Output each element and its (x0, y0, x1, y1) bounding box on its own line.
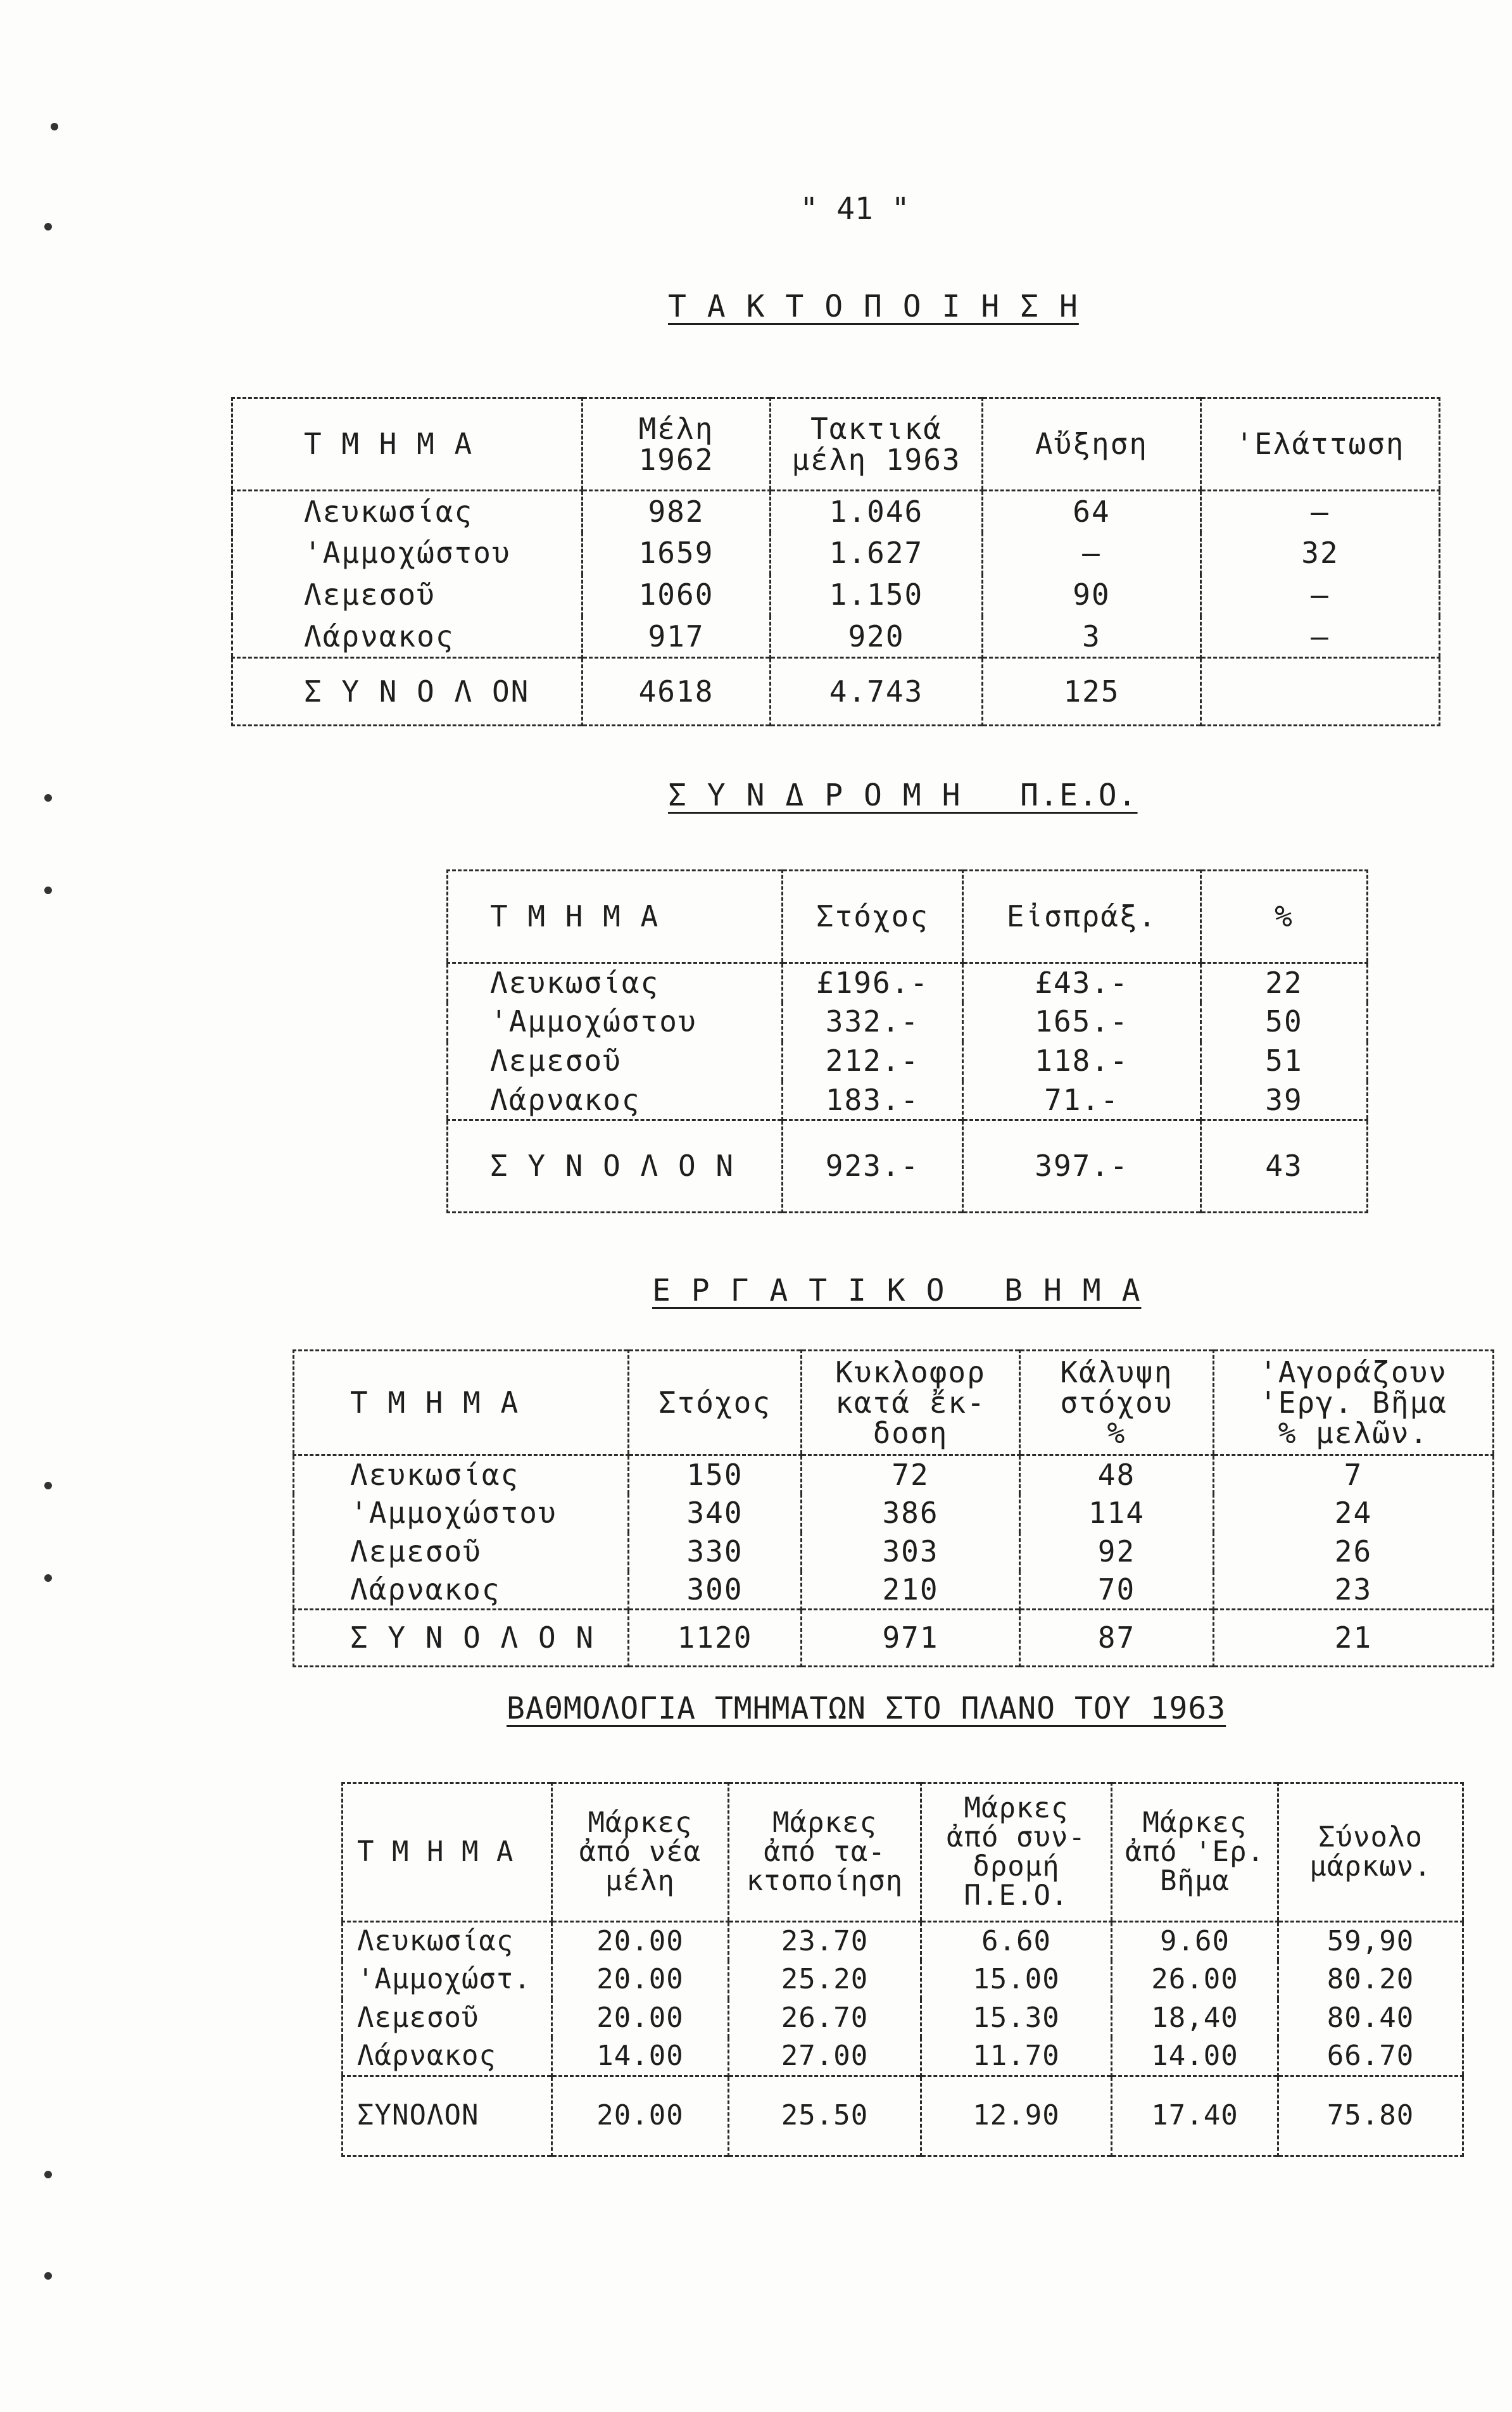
table-cell: 114 (1020, 1494, 1214, 1532)
header-cell: Τ Μ Η Μ Α (232, 398, 583, 491)
table-cell: 26.00 (1112, 1961, 1278, 1999)
header-cell: Εἰσπράξ. (963, 871, 1201, 963)
table-cell: 340 (629, 1494, 802, 1532)
table-cell: 9.60 (1112, 1922, 1278, 1961)
total-cell: 1120 (629, 1610, 802, 1667)
table-row (448, 1002, 1368, 1042)
header-cell: Μάρκες ἀπό 'Ερ. Βῆμα (1112, 1783, 1278, 1922)
table-cell: 51 (1201, 1042, 1368, 1081)
total-label: Σ Υ Ν Ο Λ Ο Ν (448, 1120, 783, 1213)
table-cell: 982 (583, 491, 771, 533)
total-cell: 20.00 (552, 2076, 729, 2156)
table-cell: 23 (1214, 1571, 1494, 1610)
total-cell: 87 (1020, 1610, 1214, 1667)
table-cell: 20.00 (552, 1922, 729, 1961)
header-cell: Στόχος (783, 871, 963, 963)
table-cell: 11.70 (921, 2038, 1112, 2076)
row-label: Λευκωσίας (357, 1924, 514, 1957)
header-cell: 'Αγοράζουν 'Εργ. Βῆμα % μελῶν. (1214, 1351, 1494, 1455)
total-cell: 17.40 (1112, 2076, 1278, 2156)
header-cell: Τ Μ Η Μ Α (294, 1351, 629, 1455)
margin-dot (44, 887, 52, 894)
header-cell: Στόχος (629, 1351, 802, 1455)
table-cell: 70 (1020, 1571, 1214, 1610)
table-row (448, 963, 1368, 1002)
table-cell: 3 (983, 616, 1201, 658)
table-cell: 80.40 (1278, 1999, 1463, 2038)
table-cell: £43.- (963, 963, 1201, 1002)
total-cell: 971 (802, 1610, 1020, 1667)
total-cell: 21 (1214, 1610, 1494, 1667)
table-cell: 90 (983, 574, 1201, 616)
ergatiko-vima-table (293, 1349, 1494, 1667)
table-cell: 14.00 (1112, 2038, 1278, 2076)
total-cell: 12.90 (921, 2076, 1112, 2156)
row-label: 'Αμμοχώστου (350, 1495, 557, 1530)
header-cell: Μάρκες ἀπό νέα μέλη (552, 1783, 729, 1922)
table-cell: 48 (1020, 1455, 1214, 1494)
table-row (343, 1999, 1463, 2038)
table-cell: 1.046 (771, 491, 983, 533)
table-cell: £196.- (783, 963, 963, 1002)
total-row (232, 658, 1440, 726)
table-cell: 6.60 (921, 1922, 1112, 1961)
table-row (232, 491, 1440, 533)
table-cell: 183.- (783, 1081, 963, 1120)
margin-dot (44, 2171, 52, 2178)
table-cell: 15.30 (921, 1999, 1112, 2038)
section-title-taktopoiisi: Τ Α Κ Τ Ο Π Ο Ι Η Σ Η (668, 289, 1079, 324)
table-cell: 80.20 (1278, 1961, 1463, 1999)
table-row (294, 1571, 1494, 1610)
margin-dot (51, 123, 58, 130)
total-label: ΣΥΝΟΛΟΝ (343, 2076, 552, 2156)
total-label: Σ Υ Ν Ο Λ Ο Ν (294, 1610, 629, 1667)
header-cell: Μάρκες ἀπό συν- δρομή Π.Ε.Ο. (921, 1783, 1112, 1922)
section-title-vathmologia: ΒΑΘΜΟΛΟΓΙΑ ΤΜΗΜΑΤΩΝ ΣΤΟ ΠΛΑΝΟ ΤΟΥ 1963 (507, 1691, 1226, 1726)
total-row (448, 1120, 1368, 1213)
margin-dot (44, 2272, 52, 2280)
table-cell: 303 (802, 1532, 1020, 1571)
row-label: 'Αμμοχώστου (490, 1004, 697, 1039)
taktopoiisi-table (231, 397, 1440, 726)
table-cell: 24 (1214, 1494, 1494, 1532)
table-cell: 22 (1201, 963, 1368, 1002)
total-cell: 4618 (583, 658, 771, 726)
total-cell: 25.50 (729, 2076, 921, 2156)
table-cell: 1659 (583, 533, 771, 574)
table-cell: 1.627 (771, 533, 983, 574)
table-cell: 332.- (783, 1002, 963, 1042)
total-cell: 4.743 (771, 658, 983, 726)
total-label: Σ Υ Ν Ο Λ ΟΝ (232, 658, 583, 726)
table-cell: 32 (1201, 533, 1440, 574)
table-cell: 210 (802, 1571, 1020, 1610)
row-label: Λάρνακος (350, 1572, 501, 1607)
table-cell: 330 (629, 1532, 802, 1571)
table-cell: 165.- (963, 1002, 1201, 1042)
row-label: Λευκωσίας (350, 1457, 520, 1492)
table-cell: 212.- (783, 1042, 963, 1081)
table-cell: 920 (771, 616, 983, 658)
table-row (448, 1081, 1368, 1120)
header-cell: Μάρκες ἀπό τα- κτοποίηση (729, 1783, 921, 1922)
syndromi-table (446, 869, 1368, 1213)
table-cell: 72 (802, 1455, 1020, 1494)
row-label: Λεμεσοῦ (357, 2001, 479, 2034)
table-cell: 1060 (583, 574, 771, 616)
table-row (294, 1532, 1494, 1571)
table-cell: 59,90 (1278, 1922, 1463, 1961)
table-row (232, 616, 1440, 658)
table-cell: 26.70 (729, 1999, 921, 2038)
table-cell: 18,40 (1112, 1999, 1278, 2038)
total-cell: 125 (983, 658, 1201, 726)
header-cell: Τ Μ Η Μ Α (448, 871, 783, 963)
table-cell: 92 (1020, 1532, 1214, 1571)
total-cell-empty (1201, 658, 1440, 726)
table-cell: 118.- (963, 1042, 1201, 1081)
table-cell: 300 (629, 1571, 802, 1610)
total-cell: 923.- (783, 1120, 963, 1213)
header-row (232, 398, 1440, 491)
header-row (448, 871, 1368, 963)
header-cell: Τακτικά μέλη 1963 (771, 398, 983, 491)
section-title-syndromi: Σ Υ Ν Δ Ρ Ο Μ Η Π.Ε.Ο. (668, 778, 1138, 813)
table-row (294, 1455, 1494, 1494)
margin-dot (44, 1482, 52, 1489)
row-label: Λεμεσοῦ (350, 1534, 482, 1569)
margin-dot (44, 1574, 52, 1582)
page-number: " 41 " (800, 191, 910, 227)
table-cell: — (1201, 616, 1440, 658)
row-label: Λευκωσίας (304, 495, 474, 529)
total-row (343, 2076, 1463, 2156)
table-cell: 23.70 (729, 1922, 921, 1961)
row-label: 'Αμμοχώστου (304, 536, 511, 571)
row-label: Λάρνακος (304, 619, 455, 654)
table-cell: — (1201, 574, 1440, 616)
row-label: Λεμεσοῦ (304, 578, 436, 612)
table-cell: 15.00 (921, 1961, 1112, 1999)
table-cell: 150 (629, 1455, 802, 1494)
total-row (294, 1610, 1494, 1667)
table-cell: 26 (1214, 1532, 1494, 1571)
total-cell: 397.- (963, 1120, 1201, 1213)
table-cell: 917 (583, 616, 771, 658)
header-cell: Αὔξηση (983, 398, 1201, 491)
row-label: 'Αμμοχώστ. (357, 1962, 531, 1995)
table-cell: — (1201, 491, 1440, 533)
table-cell: 64 (983, 491, 1201, 533)
table-row (232, 533, 1440, 574)
section-title-ergatiko-vima: Ε Ρ Γ Α Τ Ι Κ Ο Β Η Μ Α (652, 1273, 1142, 1308)
table-cell: 1.150 (771, 574, 983, 616)
vathmologia-table (341, 1782, 1464, 2157)
table-cell: 20.00 (552, 1999, 729, 2038)
table-row (343, 2038, 1463, 2076)
margin-dot (44, 794, 52, 802)
header-cell: 'Ελάττωση (1201, 398, 1440, 491)
table-row (294, 1494, 1494, 1532)
header-row (343, 1783, 1463, 1922)
table-cell: — (983, 533, 1201, 574)
table-cell: 27.00 (729, 2038, 921, 2076)
row-label: Λευκωσίας (490, 966, 660, 1001)
header-cell: Κάλυψη στόχου % (1020, 1351, 1214, 1455)
margin-dot (44, 223, 52, 230)
header-cell: % (1201, 871, 1368, 963)
total-cell: 43 (1201, 1120, 1368, 1213)
header-cell: Μέλη 1962 (583, 398, 771, 491)
table-cell: 14.00 (552, 2038, 729, 2076)
total-cell: 75.80 (1278, 2076, 1463, 2156)
table-cell: 71.- (963, 1081, 1201, 1120)
table-row (343, 1922, 1463, 1961)
table-cell: 7 (1214, 1455, 1494, 1494)
header-cell: Κυκλοφορ κατά ἔκ- δοση (802, 1351, 1020, 1455)
table-row (232, 574, 1440, 616)
table-cell: 25.20 (729, 1961, 921, 1999)
table-cell: 20.00 (552, 1961, 729, 1999)
row-label: Λεμεσοῦ (490, 1044, 622, 1078)
table-row (343, 1961, 1463, 1999)
row-label: Λάρνακος (490, 1082, 641, 1117)
table-cell: 386 (802, 1494, 1020, 1532)
header-cell: Σύνολο μάρκων. (1278, 1783, 1463, 1922)
table-row (448, 1042, 1368, 1081)
header-cell: Τ Μ Η Μ Α (343, 1783, 552, 1922)
table-cell: 39 (1201, 1081, 1368, 1120)
header-row (294, 1351, 1494, 1455)
table-cell: 50 (1201, 1002, 1368, 1042)
table-cell: 66.70 (1278, 2038, 1463, 2076)
row-label: Λάρνακος (357, 2040, 496, 2073)
